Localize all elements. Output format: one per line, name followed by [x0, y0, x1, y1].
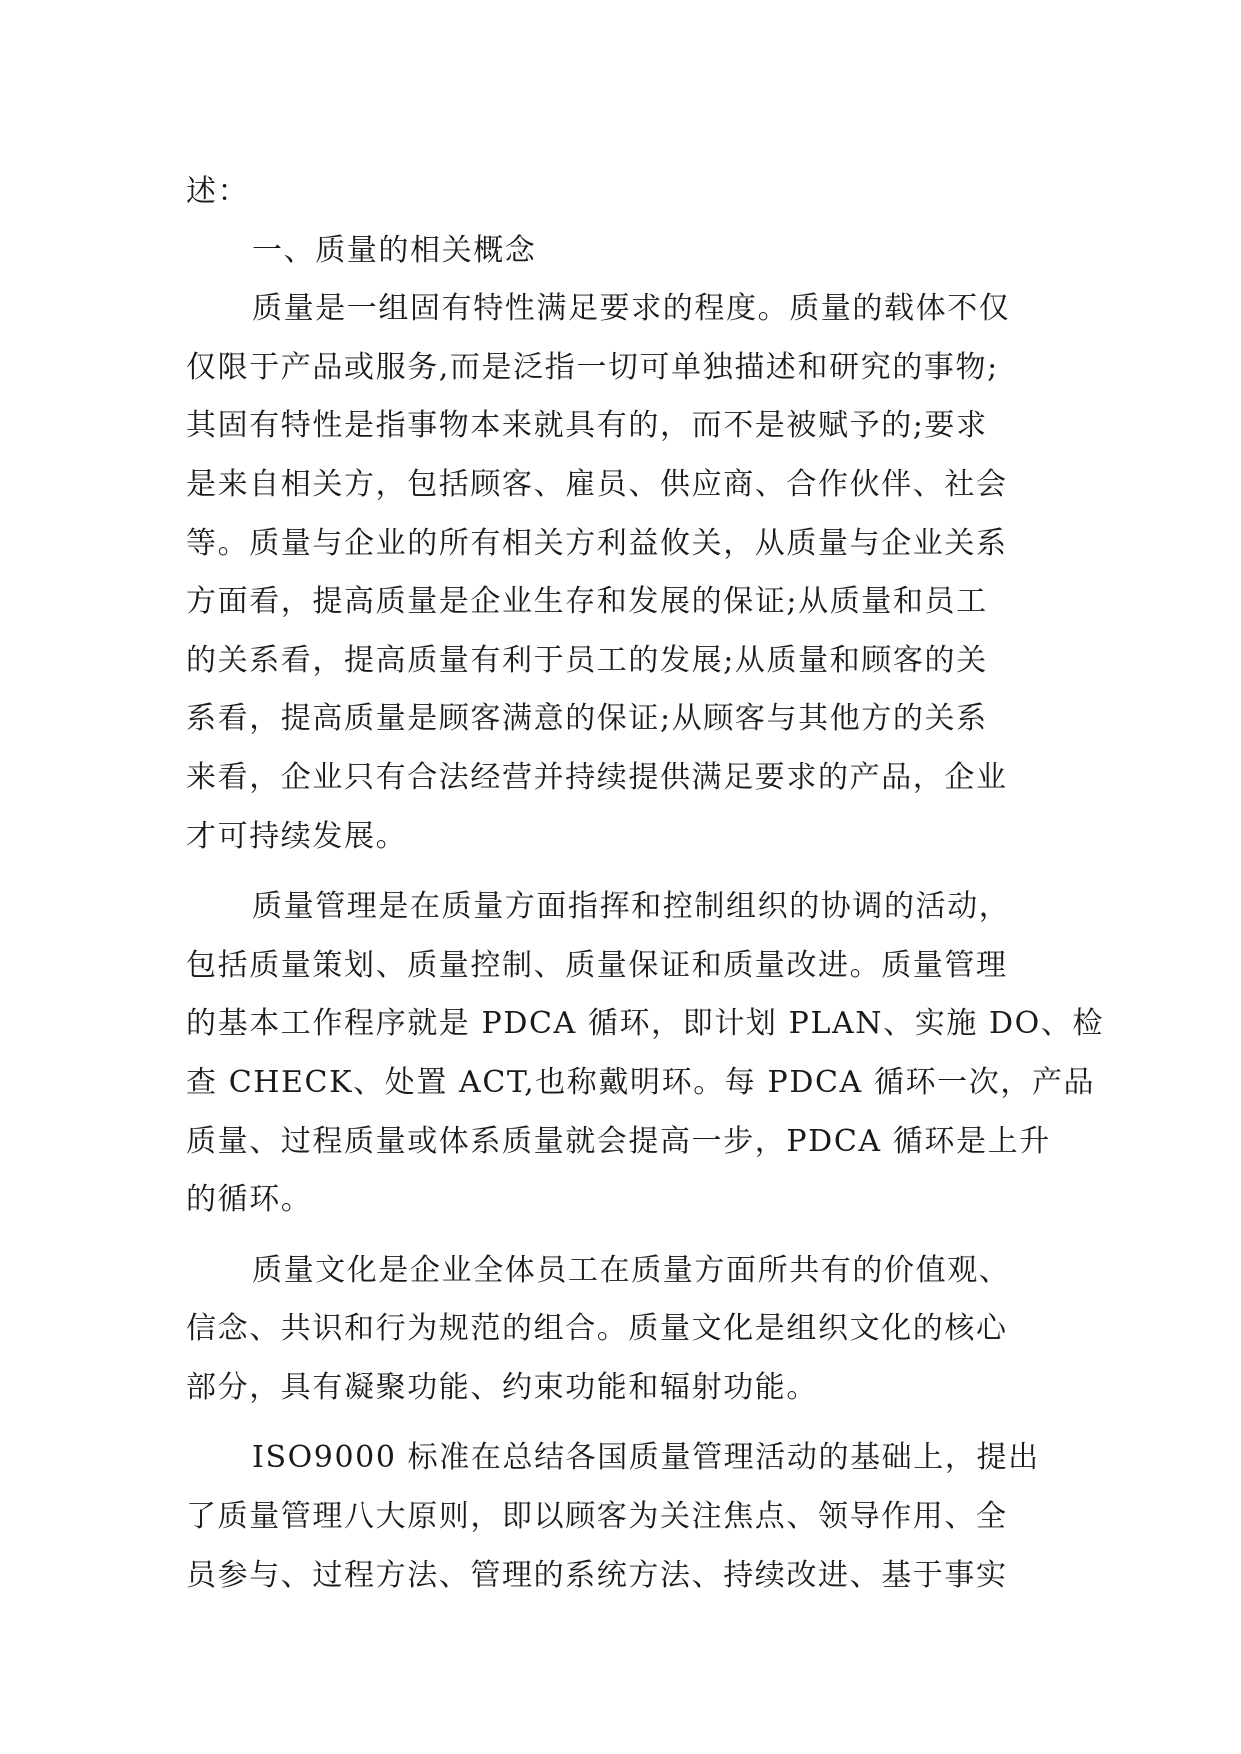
paragraph-line: 仅限于产品或服务,而是泛指一切可单独描述和研究的事物;	[186, 349, 999, 385]
paragraph-line: 等。质量与企业的所有相关方利益攸关，从质量与企业关系	[186, 525, 1008, 561]
paragraph-quality-management	[186, 878, 1105, 1230]
paragraph-line: 来看，企业只有合法经营并持续提供满足要求的产品，企业	[186, 759, 1008, 795]
paragraph-line: 其固有特性是指事物本来就具有的，而不是被赋予的;要求	[186, 408, 988, 444]
paragraph-line: 质量、过程质量或体系质量就会提高一步，PDCA 循环是上升	[186, 1123, 1051, 1159]
paragraph-gap	[186, 1230, 1048, 1242]
paragraph-quality-culture	[186, 1242, 1048, 1418]
paragraph-line: 才可持续发展。	[186, 818, 408, 854]
paragraph-line: 信念、共识和行为规范的组合。质量文化是组织文化的核心	[186, 1311, 1008, 1347]
paragraph-gap	[186, 866, 1048, 878]
paragraph-quality-definition	[186, 280, 1048, 866]
paragraph-gap	[186, 1417, 1048, 1429]
paragraph-line: 部分，具有凝聚功能、约束功能和辐射功能。	[186, 1369, 818, 1405]
paragraph-line: 系看，提高质量是顾客满意的保证;从顾客与其他方的关系	[186, 701, 988, 737]
paragraph-line: 质量是一组固有特性满足要求的程度。质量的载体不仅	[252, 291, 1011, 327]
paragraph-line: 的关系看，提高质量有利于员工的发展;从质量和顾客的关	[186, 642, 988, 678]
paragraph-line: 了质量管理八大原则，即以顾客为关注焦点、领导作用、全	[186, 1499, 1008, 1535]
paragraph-iso9000	[186, 1429, 1048, 1605]
paragraph-line: 的循环。	[186, 1182, 313, 1218]
paragraph-line: 质量管理是在质量方面指挥和控制组织的协调的活动，	[252, 889, 1011, 925]
paragraph-line: 方面看，提高质量是企业生存和发展的保证;从质量和员工	[186, 584, 988, 620]
paragraph-line: 是来自相关方，包括顾客、雇员、供应商、合作伙伴、社会	[186, 466, 1008, 502]
section-heading: 一、质量的相关概念	[252, 232, 537, 268]
paragraph-line: 质量文化是企业全体员工在质量方面所共有的价值观、	[252, 1252, 1011, 1288]
paragraph-line: ISO9000 标准在总结各国质量管理活动的基础上，提出	[252, 1440, 1040, 1476]
paragraph-line: 的基本工作程序就是 PDCA 循环，即计划 PLAN、实施 DO、检	[186, 1006, 1105, 1042]
paragraph-line: 员参与、过程方法、管理的系统方法、持续改进、基于事实	[186, 1557, 1008, 1593]
document-body	[186, 163, 1105, 1605]
paragraph-line: 包括质量策划、质量控制、质量保证和质量改进。质量管理	[186, 947, 1008, 983]
lead-fragment: 述：	[186, 174, 250, 209]
paragraph-line: 查 CHECK、处置 ACT,也称戴明环。每 PDCA 循环一次，产品	[186, 1064, 1096, 1100]
